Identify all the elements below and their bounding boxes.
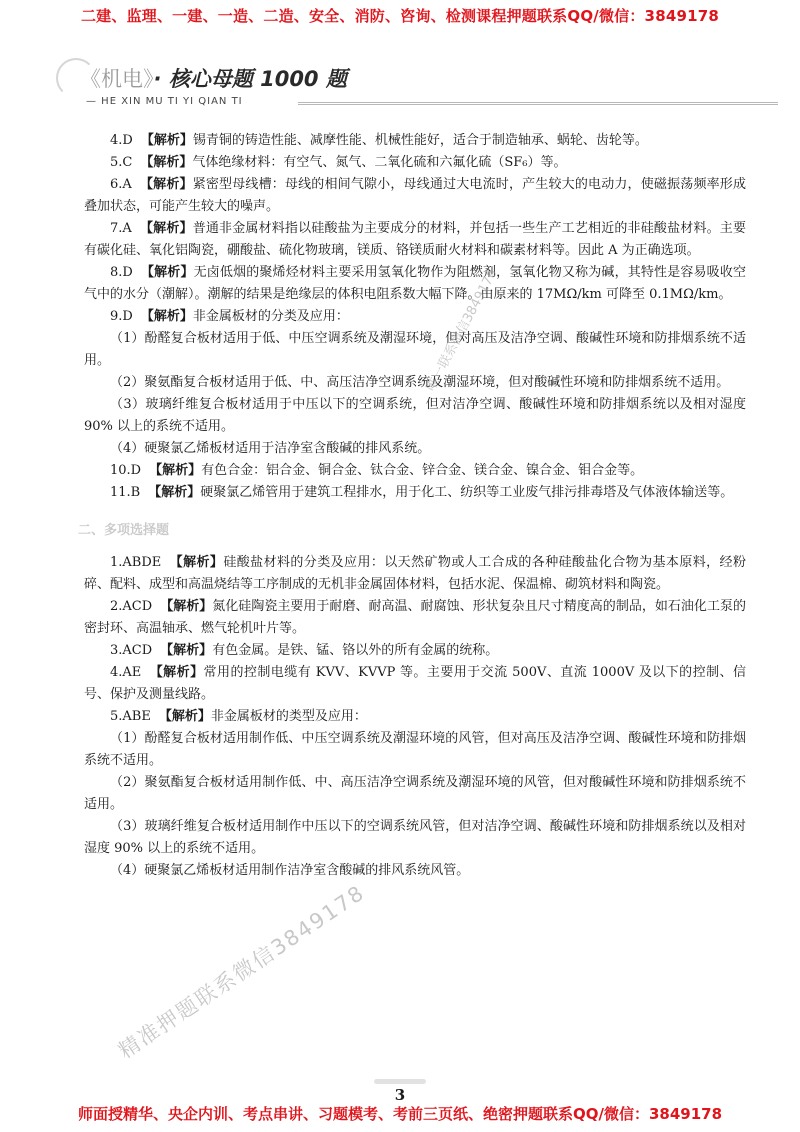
analysis-tag: 【解析】 (140, 265, 194, 280)
bottom-promo-banner: 师面授精华、央企内训、考点串讲、习题模考、考前三页纸、绝密押题联系QQ/微信：3849178 (77, 1105, 723, 1123)
book-pinyin-subtitle: — HE XIN MU TI YI QIAN TI (86, 96, 243, 107)
answer-text: 紧密型母线槽：母线的相间气隙小，母线通过大电流时，产生较大的电动力，使磁振荡频率形成叠加状态，可能产生较大的噪声。 (84, 177, 746, 214)
answer-number: 10.D (110, 463, 142, 478)
answer-text: 无卤低烟的聚烯烃材料主要采用氢氧化物作为阻燃剂，氢氧化物又称为碱，其特性是容易吸收空气中的水分（潮解）。潮解的结果是绝缘层的体积电阻系数大幅下降。由原来的 17MΩ/km 可降至 0.1MΩ/km。 (84, 265, 746, 302)
answer-text: 有色合金：铝合金、铜合金、钛合金、锌合金、镁合金、镍合金、钼合金等。 (201, 463, 644, 478)
answer-number: 4.AE (110, 665, 142, 680)
answer-text: 非金属板材的类型及应用： (210, 709, 367, 724)
answer-item (84, 482, 746, 504)
answer-number: 5.ABE (110, 709, 151, 724)
answer-number: 4.D (110, 133, 133, 148)
answer-item (84, 306, 746, 328)
answer-item (84, 706, 746, 728)
answer-item (84, 174, 746, 218)
answer-item (84, 552, 746, 596)
top-promo-banner: 二建、监理、一建、一造、二造、安全、消防、咨询、检测课程押题联系QQ/微信：3849178 (80, 7, 720, 25)
answer-item (84, 262, 746, 306)
book-title-main: · 核心母题 1000 题 (153, 67, 347, 91)
answer-item (84, 328, 746, 372)
answer-item (84, 596, 746, 640)
answer-text: 硬聚氯乙烯管用于建筑工程排水，用于化工、纺织等工业废气排污排毒塔及气体液体输送等。 (200, 485, 734, 500)
answer-number: 9.D (110, 309, 133, 324)
answer-number: 11.B (110, 485, 141, 500)
answer-number: 3.ACD (110, 643, 153, 658)
answer-text: 硅酸盐材料的分类及应用：以天然矿物或人工合成的各种硅酸盐化合物为基本原料，经粉碎、配料、成型和高温烧结等工序制成的无机非金属固体材料，包括水泥、保温棉、砌筑材料和陶瓷。 (84, 555, 746, 592)
analysis-tag: 【解析】 (140, 133, 193, 148)
page-number: 3 (394, 1086, 406, 1104)
analysis-tag: 【解析】 (158, 709, 211, 724)
analysis-tag: 【解析】 (148, 485, 201, 500)
answer-item (84, 152, 746, 174)
answer-text: （1）酚醛复合板材适用于低、中压空调系统及潮湿环境，但对高压及洁净空调、酸碱性环境和防排烟系统不适用。 (84, 331, 746, 368)
analysis-tag: 【解析】 (140, 155, 193, 170)
answer-item (84, 372, 746, 394)
answer-number: 5.C (110, 155, 133, 170)
book-header (60, 62, 780, 112)
answer-text: （3）玻璃纤维复合板材适用于中压以下的空调系统，但对洁净空调、酸碱性环境和防排烟系统以及相对湿度 90% 以上的系统不适用。 (84, 397, 746, 434)
answer-number: 7.A (110, 221, 132, 236)
answer-text: 氮化硅陶瓷主要用于耐磨、耐高温、耐腐蚀、形状复杂且尺寸精度高的制品，如石油化工泵的密封环、高温轴承、燃气轮机叶片等。 (84, 599, 746, 636)
answer-text: （4）硬聚氯乙烯板材适用制作洁净室含酸碱的排风系统风管。 (110, 863, 470, 878)
answer-item (84, 816, 746, 860)
watermark-upper: 唯一联系微信3849176 (423, 266, 501, 394)
multi-choice-section-title: 二、多项选择题 (78, 523, 170, 538)
answer-item (84, 728, 746, 772)
page-number-ornament (374, 1079, 426, 1084)
answer-item (84, 130, 746, 152)
answer-item (84, 772, 746, 816)
answer-number: 8.D (110, 265, 133, 280)
answer-item (84, 438, 746, 460)
book-title (80, 66, 347, 92)
answer-text: 锡青铜的铸造性能、减摩性能、机械性能好，适合于制造轴承、蜗轮、齿轮等。 (192, 133, 648, 148)
answer-text: 非金属板材的分类及应用： (192, 309, 349, 324)
answer-content (78, 130, 746, 882)
answer-text: （3）玻璃纤维复合板材适用制作中压以下的空调系统风管，但对洁净空调、酸碱性环境和防排烟系统以及相对湿度 90% 以上的系统不适用。 (84, 819, 746, 856)
answer-text: （2）聚氨酯复合板材适用制作低、中、高压洁净空调系统及潮湿环境的风管，但对酸碱性环境和防排烟系统不适用。 (84, 775, 746, 812)
analysis-tag: 【解析】 (160, 599, 213, 614)
answer-item (84, 394, 746, 438)
answer-text: （1）酚醛复合板材适用制作低、中压空调系统及潮湿环境的风管，但对高压及洁净空调、酸碱性环境和防排烟系统不适用。 (84, 731, 746, 768)
answer-text: 常用的控制电缆有 KVV、KVVP 等。主要用于交流 500V、直流 1000V 及以下的控制、信号、保护及测量线路。 (84, 665, 746, 702)
analysis-tag: 【解析】 (139, 221, 193, 236)
analysis-tag: 【解析】 (149, 463, 202, 478)
multi-choice-answers (84, 552, 746, 882)
watermark-lower: 精准押题联系微信3849178 (114, 880, 370, 1064)
analysis-tag: 【解析】 (160, 643, 213, 658)
answer-number: 1.ABDE (110, 555, 162, 570)
analysis-tag: 【解析】 (139, 177, 193, 192)
analysis-tag: 【解析】 (140, 309, 193, 324)
analysis-tag: 【解析】 (169, 555, 224, 570)
header-rule (298, 102, 778, 105)
answer-number: 6.A (110, 177, 132, 192)
answer-item (84, 460, 746, 482)
answer-text: 普通非金属材料指以硅酸盐为主要成分的材料，并包括一些生产工艺相近的非硅酸盐材料。主要有碳化硅、氧化铝陶瓷，硼酸盐、硫化物玻璃，镁质、铬镁质耐火材料和碳素材料等。因此 A 为正确选项。 (84, 221, 746, 258)
answer-text: 有色金属。是铁、锰、铬以外的所有金属的统称。 (212, 643, 499, 658)
answer-text: 气体绝缘材料：有空气、氮气、二氧化硫和六氟化硫（SF₆）等。 (192, 155, 567, 170)
answer-item (84, 218, 746, 262)
single-choice-answers (84, 130, 746, 504)
answer-text: （4）硬聚氯乙烯板材适用于洁净室含酸碱的排风系统。 (110, 441, 431, 456)
answer-item (84, 860, 746, 882)
answer-number: 2.ACD (110, 599, 153, 614)
answer-text: （2）聚氨酯复合板材适用于低、中、高压洁净空调系统及潮湿环境，但对酸碱性环境和防排烟系统不适用。 (110, 375, 730, 390)
answer-item (84, 662, 746, 706)
answer-item (84, 640, 746, 662)
analysis-tag: 【解析】 (149, 665, 204, 680)
book-title-prefix: 《机电》 (80, 67, 154, 91)
